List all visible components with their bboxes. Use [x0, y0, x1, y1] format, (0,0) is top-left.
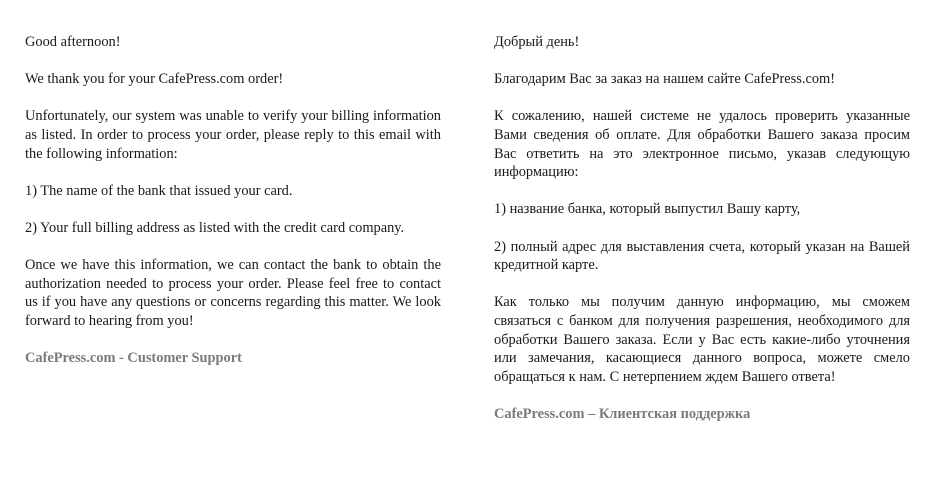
russian-closing-paragraph: Как только мы получим данную информацию, мы сможем связаться с банком для получения разрешения, необходимого для обработки Вашего заказа. Если у Вас есть какие-либо уточнения или замечания, касающиеся данного вопроса, можете смело обращаться к нам. С нетерпением ждем Вашего ответа! [494, 294, 910, 385]
english-item-bank-name: 1) The name of the bank that issued your card. [25, 182, 293, 199]
english-greeting: Good afternoon! [25, 34, 121, 50]
russian-greeting: Добрый день! [494, 34, 580, 50]
russian-unable-paragraph: К сожалению, нашей системе не удалось проверить указанные Вами сведения об оплате. Для обработки Вашего заказа просим Вас ответить на это электронное письмо, указав следующую информацию: [494, 108, 910, 181]
english-unable-paragraph: Unfortunately, our system was unable to verify your billing information as listed. In order to process your order, please reply to this email with the following information: [25, 108, 441, 162]
english-item-billing-address: 2) Your full billing address as listed with the credit card company. [25, 219, 405, 236]
english-column [25, 33, 441, 386]
russian-item-bank-name: 1) название банка, который выпустил Вашу карту, [494, 201, 801, 218]
english-closing-paragraph: Once we have this information, we can contact the bank to obtain the authorization needed to process your order. Please feel free to contact us if you have any questions or concerns regarding this matter. We look forward to hearing from you! [25, 257, 441, 329]
russian-column [494, 33, 910, 442]
russian-item-billing-address: 2) полный адрес для выставления счета, который указан на Вашей кредитной карте. [494, 238, 910, 274]
english-signature: CafePress.com - Customer Support [25, 350, 242, 367]
russian-signature: CafePress.com – Клиентская поддержка [494, 405, 751, 422]
english-thanks: We thank you for your CafePress.com order! [25, 71, 284, 88]
russian-thanks: Благодарим Вас за заказ на нашем сайте CafePress.com! [494, 71, 836, 88]
